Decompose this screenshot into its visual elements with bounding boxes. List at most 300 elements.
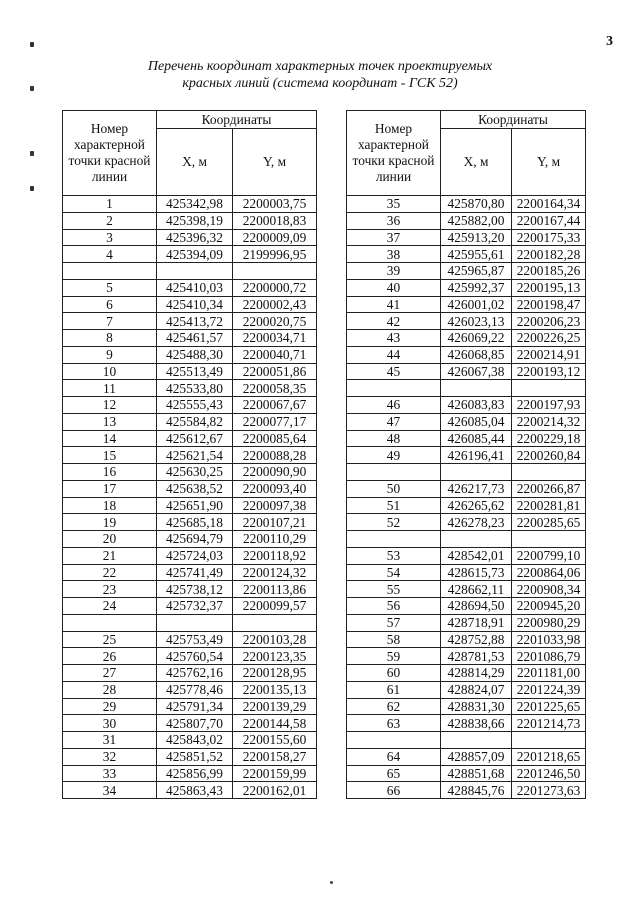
table-row <box>347 480 586 497</box>
point-number-cell: 27 <box>63 665 157 682</box>
table-row <box>63 732 317 749</box>
point-number-cell <box>347 380 441 397</box>
point-number-cell: 37 <box>347 229 441 246</box>
table-row <box>347 732 586 749</box>
y-coordinate-cell: 2200107,21 <box>233 514 317 531</box>
point-number-cell: 14 <box>63 430 157 447</box>
y-coordinate-cell <box>512 531 586 548</box>
table-row <box>347 413 586 430</box>
point-number-cell: 26 <box>63 648 157 665</box>
y-coordinate-cell: 2200144,58 <box>233 715 317 732</box>
y-coordinate-cell: 2200123,35 <box>233 648 317 665</box>
point-number-cell: 1 <box>63 196 157 213</box>
point-number-cell: 18 <box>63 497 157 514</box>
y-coordinate-cell: 2200077,17 <box>233 413 317 430</box>
x-coordinate-cell <box>157 263 233 280</box>
x-coordinate-cell: 425410,03 <box>157 279 233 296</box>
point-number-cell: 43 <box>347 330 441 347</box>
point-number-cell: 11 <box>63 380 157 397</box>
y-coordinate-cell: 2200864,06 <box>512 564 586 581</box>
table-row <box>63 631 317 648</box>
table-row <box>63 279 317 296</box>
point-number-cell: 48 <box>347 430 441 447</box>
y-coordinate-cell: 2200088,28 <box>233 447 317 464</box>
point-number-cell: 9 <box>63 346 157 363</box>
point-number-cell: 15 <box>63 447 157 464</box>
table-row <box>347 330 586 347</box>
x-coordinate-cell: 428694,50 <box>441 598 512 615</box>
y-coordinate-cell: 2200193,12 <box>512 363 586 380</box>
y-coordinate-cell: 2200285,65 <box>512 514 586 531</box>
point-number-cell: 22 <box>63 564 157 581</box>
point-number-cell: 25 <box>63 631 157 648</box>
x-coordinate-cell: 426069,22 <box>441 330 512 347</box>
y-coordinate-cell: 2200185,26 <box>512 263 586 280</box>
x-coordinate-cell: 426085,04 <box>441 413 512 430</box>
x-coordinate-cell: 425694,79 <box>157 531 233 548</box>
table-row <box>347 698 586 715</box>
table-row <box>63 665 317 682</box>
table-row <box>63 715 317 732</box>
x-coordinate-cell: 425630,25 <box>157 464 233 481</box>
x-coordinate-cell: 428752,88 <box>441 631 512 648</box>
y-coordinate-cell: 2200214,32 <box>512 413 586 430</box>
y-coordinate-cell: 2200945,20 <box>512 598 586 615</box>
y-coordinate-cell: 2200018,83 <box>233 212 317 229</box>
x-coordinate-cell: 425882,00 <box>441 212 512 229</box>
y-coordinate-cell: 2200009,09 <box>233 229 317 246</box>
table-row <box>347 212 586 229</box>
y-coordinate-cell: 2201033,98 <box>512 631 586 648</box>
point-number-cell: 34 <box>63 782 157 799</box>
header-point-number: Номер характерной точки красной линии <box>347 111 441 196</box>
point-number-cell: 53 <box>347 547 441 564</box>
table-row <box>347 598 586 615</box>
point-number-cell: 31 <box>63 732 157 749</box>
point-number-cell: 41 <box>347 296 441 313</box>
point-number-cell: 3 <box>63 229 157 246</box>
table-row <box>347 464 586 481</box>
x-coordinate-cell: 425584,82 <box>157 413 233 430</box>
x-coordinate-cell: 426083,83 <box>441 397 512 414</box>
table-row <box>347 397 586 414</box>
x-coordinate-cell: 428838,66 <box>441 715 512 732</box>
table-row <box>63 397 317 414</box>
x-coordinate-cell: 428781,53 <box>441 648 512 665</box>
table-row <box>347 765 586 782</box>
header-coordinates: Координаты <box>157 111 317 129</box>
table-row <box>347 531 586 548</box>
point-number-cell: 4 <box>63 246 157 263</box>
table-row <box>347 681 586 698</box>
y-coordinate-cell: 2200908,34 <box>512 581 586 598</box>
table-row <box>63 782 317 799</box>
x-coordinate-cell: 425724,03 <box>157 547 233 564</box>
table-row <box>347 497 586 514</box>
x-coordinate-cell: 428857,09 <box>441 748 512 765</box>
x-coordinate-cell <box>441 464 512 481</box>
point-number-cell: 39 <box>347 263 441 280</box>
y-coordinate-cell: 2200175,33 <box>512 229 586 246</box>
table-row <box>347 581 586 598</box>
page-title-line-1: Перечень координат характерных точек проектируемых <box>147 59 493 74</box>
x-coordinate-cell: 425513,49 <box>157 363 233 380</box>
header-point-number: Номер характерной точки красной линии <box>63 111 157 196</box>
point-number-cell: 40 <box>347 279 441 296</box>
x-coordinate-cell: 425760,54 <box>157 648 233 665</box>
x-coordinate-cell: 426278,23 <box>441 514 512 531</box>
y-coordinate-cell: 2200229,18 <box>512 430 586 447</box>
point-number-cell: 2 <box>63 212 157 229</box>
table-row <box>63 581 317 598</box>
y-coordinate-cell <box>233 263 317 280</box>
x-coordinate-cell: 425851,52 <box>157 748 233 765</box>
x-coordinate-cell: 428845,76 <box>441 782 512 799</box>
x-coordinate-cell: 425741,49 <box>157 564 233 581</box>
point-number-cell <box>347 464 441 481</box>
x-coordinate-cell <box>157 614 233 631</box>
y-coordinate-cell: 2200040,71 <box>233 346 317 363</box>
point-number-cell: 33 <box>63 765 157 782</box>
x-coordinate-cell: 428615,73 <box>441 564 512 581</box>
point-number-cell: 38 <box>347 246 441 263</box>
x-coordinate-cell: 426067,38 <box>441 363 512 380</box>
point-number-cell: 7 <box>63 313 157 330</box>
y-coordinate-cell: 2200158,27 <box>233 748 317 765</box>
y-coordinate-cell: 2200128,95 <box>233 665 317 682</box>
header-x: X, м <box>157 129 233 196</box>
y-coordinate-cell: 2200155,60 <box>233 732 317 749</box>
x-coordinate-cell: 426196,41 <box>441 447 512 464</box>
point-number-cell: 42 <box>347 313 441 330</box>
table-row <box>63 598 317 615</box>
point-number-cell: 56 <box>347 598 441 615</box>
y-coordinate-cell: 2200195,13 <box>512 279 586 296</box>
point-number-cell: 49 <box>347 447 441 464</box>
x-coordinate-cell: 426001,02 <box>441 296 512 313</box>
table-row <box>347 196 586 213</box>
table-row <box>63 765 317 782</box>
table-row <box>347 547 586 564</box>
x-coordinate-cell: 425612,67 <box>157 430 233 447</box>
page-title-line-2: красных линий (система координат - ГСК 52) <box>182 76 458 91</box>
table-row <box>63 564 317 581</box>
y-coordinate-cell: 2201218,65 <box>512 748 586 765</box>
y-coordinate-cell: 2199996,95 <box>233 246 317 263</box>
table-row <box>63 196 317 213</box>
table-row <box>63 346 317 363</box>
x-coordinate-cell <box>441 531 512 548</box>
x-coordinate-cell: 425732,37 <box>157 598 233 615</box>
table-row <box>63 497 317 514</box>
x-coordinate-cell: 426265,62 <box>441 497 512 514</box>
page-title <box>60 58 580 92</box>
table-row <box>63 330 317 347</box>
x-coordinate-cell <box>441 732 512 749</box>
x-coordinate-cell: 425488,30 <box>157 346 233 363</box>
table-row <box>63 464 317 481</box>
table-row <box>347 514 586 531</box>
y-coordinate-cell: 2201273,63 <box>512 782 586 799</box>
point-number-cell: 45 <box>347 363 441 380</box>
table-row <box>347 648 586 665</box>
scan-dot <box>330 881 333 884</box>
point-number-cell: 32 <box>63 748 157 765</box>
table-row <box>347 430 586 447</box>
y-coordinate-cell: 2200281,81 <box>512 497 586 514</box>
x-coordinate-cell: 425913,20 <box>441 229 512 246</box>
point-number-cell: 8 <box>63 330 157 347</box>
y-coordinate-cell: 2200214,91 <box>512 346 586 363</box>
x-coordinate-cell: 425753,49 <box>157 631 233 648</box>
y-coordinate-cell: 2200799,10 <box>512 547 586 564</box>
point-number-cell: 52 <box>347 514 441 531</box>
table-row <box>347 246 586 263</box>
x-coordinate-cell: 425342,98 <box>157 196 233 213</box>
table-row <box>347 665 586 682</box>
x-coordinate-cell: 425856,99 <box>157 765 233 782</box>
point-number-cell: 17 <box>63 480 157 497</box>
point-number-cell: 47 <box>347 413 441 430</box>
y-coordinate-cell: 2201224,39 <box>512 681 586 698</box>
y-coordinate-cell: 2200226,25 <box>512 330 586 347</box>
table-row <box>347 614 586 631</box>
point-number-cell: 23 <box>63 581 157 598</box>
y-coordinate-cell <box>233 614 317 631</box>
y-coordinate-cell: 2201086,79 <box>512 648 586 665</box>
x-coordinate-cell: 425651,90 <box>157 497 233 514</box>
x-coordinate-cell <box>441 380 512 397</box>
table-row <box>63 413 317 430</box>
x-coordinate-cell: 428831,30 <box>441 698 512 715</box>
y-coordinate-cell: 2200113,86 <box>233 581 317 598</box>
y-coordinate-cell: 2201214,73 <box>512 715 586 732</box>
y-coordinate-cell: 2200260,84 <box>512 447 586 464</box>
point-number-cell: 30 <box>63 715 157 732</box>
x-coordinate-cell: 425396,32 <box>157 229 233 246</box>
coordinates-table-left <box>62 110 317 799</box>
y-coordinate-cell: 2200135,13 <box>233 681 317 698</box>
point-number-cell <box>63 263 157 280</box>
table-row <box>347 447 586 464</box>
coordinates-table-right <box>346 110 586 799</box>
y-coordinate-cell <box>512 732 586 749</box>
x-coordinate-cell: 425791,34 <box>157 698 233 715</box>
table-row <box>63 514 317 531</box>
table-row <box>63 229 317 246</box>
point-number-cell: 35 <box>347 196 441 213</box>
table-row <box>63 480 317 497</box>
point-number-cell: 51 <box>347 497 441 514</box>
point-number-cell: 65 <box>347 765 441 782</box>
table-row <box>63 748 317 765</box>
page-number: 3 <box>606 34 613 49</box>
y-coordinate-cell: 2200020,75 <box>233 313 317 330</box>
point-number-cell: 29 <box>63 698 157 715</box>
x-coordinate-cell: 425807,70 <box>157 715 233 732</box>
y-coordinate-cell: 2200103,28 <box>233 631 317 648</box>
y-coordinate-cell: 2200002,43 <box>233 296 317 313</box>
y-coordinate-cell: 2200124,32 <box>233 564 317 581</box>
x-coordinate-cell: 428662,11 <box>441 581 512 598</box>
y-coordinate-cell: 2200003,75 <box>233 196 317 213</box>
y-coordinate-cell: 2200097,38 <box>233 497 317 514</box>
point-number-cell <box>347 531 441 548</box>
table-row <box>347 263 586 280</box>
y-coordinate-cell: 2200058,35 <box>233 380 317 397</box>
y-coordinate-cell: 2200980,29 <box>512 614 586 631</box>
y-coordinate-cell: 2200090,90 <box>233 464 317 481</box>
y-coordinate-cell: 2200099,57 <box>233 598 317 615</box>
y-coordinate-cell: 2201181,00 <box>512 665 586 682</box>
x-coordinate-cell: 425638,52 <box>157 480 233 497</box>
y-coordinate-cell <box>512 380 586 397</box>
x-coordinate-cell: 425621,54 <box>157 447 233 464</box>
point-number-cell: 19 <box>63 514 157 531</box>
y-coordinate-cell: 2200167,44 <box>512 212 586 229</box>
table-row <box>63 614 317 631</box>
x-coordinate-cell: 425870,80 <box>441 196 512 213</box>
table-row <box>347 313 586 330</box>
header-coordinates: Координаты <box>441 111 586 129</box>
y-coordinate-cell: 2200182,28 <box>512 246 586 263</box>
point-number-cell: 36 <box>347 212 441 229</box>
y-coordinate-cell: 2200206,23 <box>512 313 586 330</box>
point-number-cell: 12 <box>63 397 157 414</box>
point-number-cell: 46 <box>347 397 441 414</box>
x-coordinate-cell: 425955,61 <box>441 246 512 263</box>
table-row <box>63 296 317 313</box>
x-coordinate-cell: 425843,02 <box>157 732 233 749</box>
point-number-cell: 24 <box>63 598 157 615</box>
point-number-cell: 16 <box>63 464 157 481</box>
table-row <box>63 648 317 665</box>
point-number-cell: 62 <box>347 698 441 715</box>
x-coordinate-cell: 425533,80 <box>157 380 233 397</box>
y-coordinate-cell: 2200139,29 <box>233 698 317 715</box>
point-number-cell: 60 <box>347 665 441 682</box>
table-row <box>63 263 317 280</box>
point-number-cell: 61 <box>347 681 441 698</box>
table-row <box>347 363 586 380</box>
point-number-cell: 55 <box>347 581 441 598</box>
table-row <box>63 681 317 698</box>
x-coordinate-cell: 425685,18 <box>157 514 233 531</box>
point-number-cell <box>347 732 441 749</box>
table-row <box>63 380 317 397</box>
x-coordinate-cell: 425863,43 <box>157 782 233 799</box>
table-row <box>63 363 317 380</box>
table-row <box>347 715 586 732</box>
header-y: Y, м <box>233 129 317 196</box>
table-row <box>347 748 586 765</box>
header-x: X, м <box>441 129 512 196</box>
point-number-cell: 20 <box>63 531 157 548</box>
y-coordinate-cell: 2200093,40 <box>233 480 317 497</box>
point-number-cell: 6 <box>63 296 157 313</box>
y-coordinate-cell: 2200159,99 <box>233 765 317 782</box>
y-coordinate-cell: 2200000,72 <box>233 279 317 296</box>
y-coordinate-cell: 2200118,92 <box>233 547 317 564</box>
table-row <box>347 229 586 246</box>
point-number-cell: 57 <box>347 614 441 631</box>
table-row <box>63 531 317 548</box>
y-coordinate-cell: 2201225,65 <box>512 698 586 715</box>
margin-mark <box>30 86 34 91</box>
point-number-cell: 28 <box>63 681 157 698</box>
y-coordinate-cell: 2200085,64 <box>233 430 317 447</box>
x-coordinate-cell: 426217,73 <box>441 480 512 497</box>
x-coordinate-cell: 425738,12 <box>157 581 233 598</box>
table-row <box>63 212 317 229</box>
table-row <box>347 782 586 799</box>
point-number-cell: 13 <box>63 413 157 430</box>
y-coordinate-cell: 2200034,71 <box>233 330 317 347</box>
x-coordinate-cell: 425461,57 <box>157 330 233 347</box>
x-coordinate-cell: 425410,34 <box>157 296 233 313</box>
point-number-cell: 64 <box>347 748 441 765</box>
point-number-cell: 58 <box>347 631 441 648</box>
margin-mark <box>30 151 34 156</box>
x-coordinate-cell: 428718,91 <box>441 614 512 631</box>
table-row <box>63 447 317 464</box>
point-number-cell: 10 <box>63 363 157 380</box>
point-number-cell <box>63 614 157 631</box>
y-coordinate-cell: 2200162,01 <box>233 782 317 799</box>
point-number-cell: 21 <box>63 547 157 564</box>
header-y: Y, м <box>512 129 586 196</box>
table-row <box>347 296 586 313</box>
x-coordinate-cell: 428851,68 <box>441 765 512 782</box>
x-coordinate-cell: 425394,09 <box>157 246 233 263</box>
table-row <box>63 547 317 564</box>
point-number-cell: 66 <box>347 782 441 799</box>
point-number-cell: 59 <box>347 648 441 665</box>
margin-mark <box>30 42 34 47</box>
y-coordinate-cell: 2200164,34 <box>512 196 586 213</box>
point-number-cell: 5 <box>63 279 157 296</box>
y-coordinate-cell: 2200051,86 <box>233 363 317 380</box>
y-coordinate-cell: 2200110,29 <box>233 531 317 548</box>
margin-mark <box>30 186 34 191</box>
x-coordinate-cell: 426068,85 <box>441 346 512 363</box>
y-coordinate-cell: 2200197,93 <box>512 397 586 414</box>
table-row <box>347 380 586 397</box>
x-coordinate-cell: 428824,07 <box>441 681 512 698</box>
point-number-cell: 50 <box>347 480 441 497</box>
table-row <box>63 246 317 263</box>
table-row <box>347 631 586 648</box>
y-coordinate-cell: 2200266,87 <box>512 480 586 497</box>
coordinates-table-body <box>63 196 317 799</box>
x-coordinate-cell: 428814,29 <box>441 665 512 682</box>
x-coordinate-cell: 426085,44 <box>441 430 512 447</box>
x-coordinate-cell: 428542,01 <box>441 547 512 564</box>
table-row <box>63 430 317 447</box>
y-coordinate-cell <box>512 464 586 481</box>
x-coordinate-cell: 425778,46 <box>157 681 233 698</box>
y-coordinate-cell: 2200067,67 <box>233 397 317 414</box>
point-number-cell: 63 <box>347 715 441 732</box>
table-row <box>347 279 586 296</box>
y-coordinate-cell: 2200198,47 <box>512 296 586 313</box>
x-coordinate-cell: 425555,43 <box>157 397 233 414</box>
table-row <box>63 313 317 330</box>
coordinates-table-body <box>347 196 586 799</box>
point-number-cell: 44 <box>347 346 441 363</box>
x-coordinate-cell: 426023,13 <box>441 313 512 330</box>
x-coordinate-cell: 425762,16 <box>157 665 233 682</box>
